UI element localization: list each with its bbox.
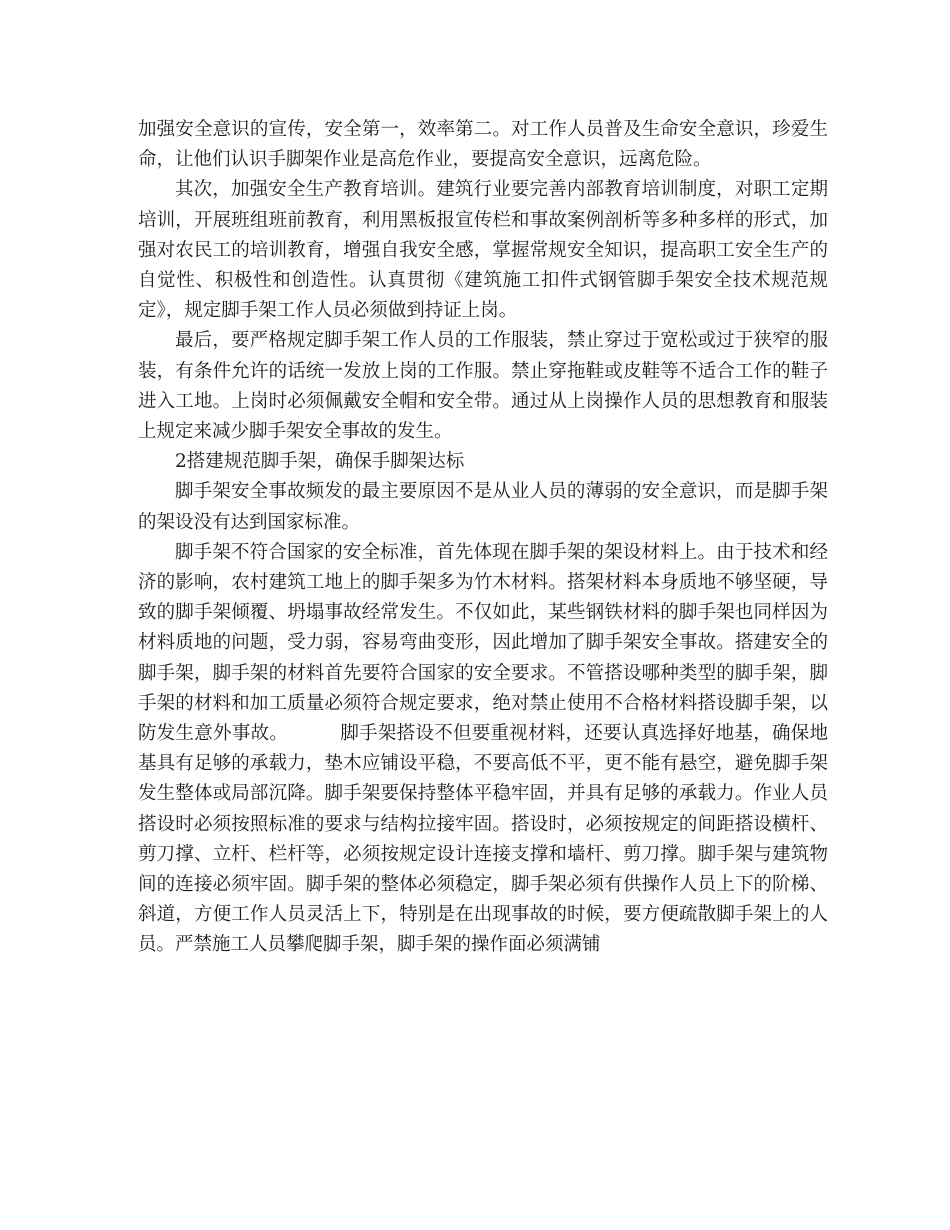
- paragraph-3: [138, 326, 828, 447]
- paragraph-text: 脚手架不符合国家的安全标准，首先体现在脚手架的架设材料上。由于技术和经济的影响，农村建筑工地上的脚手架多为竹木材料。搭架材料本身质地不够坚硬，导致的脚手架倾覆、坍塌事故经常发生。不仅如此，某些钢铁材料的脚手架也同样因为材料质地的问题，受力弱，容易弯曲变形，因此增加了脚手架安全事故。搭建安全的脚手架，脚手架的材料首先要符合国家的安全要求。不管搭设哪种类型的脚手架，脚手架的材料和加工质量必须符合规定要求，绝对禁止使用不合格材料搭设脚手架，以防发生意外事故。: [138, 541, 828, 745]
- paragraph-text: 脚手架安全事故频发的最主要原因不是从业人员的薄弱的安全意识，而是脚手架的架设没有达到国家标准。: [138, 481, 828, 533]
- section-heading: [138, 447, 828, 477]
- paragraph-6: [138, 538, 828, 961]
- document-body: [138, 115, 828, 961]
- paragraph-2: [138, 175, 828, 326]
- paragraph-text: 加强安全意识的宣传，安全第一，效率第二。对工作人员普及生命安全意识，珍爱生命，让他们认识手脚架作业是高危作业，要提高安全意识，远离危险。: [138, 119, 828, 171]
- paragraph-text: 其次，加强安全生产教育培训。建筑行业要完善内部教育培训制度，对职工定期培训，开展班组班前教育，利用黑板报宣传栏和事故案例剖析等多种多样的形式，加强对农民工的培训教育，增强自我安全感，掌握常规安全知识，提高职工安全生产的自觉性、积极性和创造性。认真贯彻《建筑施工扣件式钢管脚手架安全技术规范规定》，规定脚手架工作人员必须做到持证上岗。: [138, 179, 828, 322]
- paragraph-5: [138, 477, 828, 537]
- section-heading-text: 2搭建规范脚手架，确保手脚架达标: [175, 451, 465, 473]
- paragraph-text: 最后，要严格规定脚手架工作人员的工作服装，禁止穿过于宽松或过于狭窄的服装，有条件允许的话统一发放上岗的工作服。禁止穿拖鞋或皮鞋等不适合工作的鞋子进入工地。上岗时必须佩戴安全帽和安全带。通过从上岗操作人员的思想教育和服装上规定来减少脚手架安全事故的发生。: [138, 330, 828, 443]
- paragraph-1: [138, 115, 828, 175]
- paragraph-text: 脚手架搭设不但要重视材料，还要认真选择好地基，确保地基具有足够的承载力，垫木应铺设平稳，不要高低不平，更不能有悬空，避免脚手架发生整体或局部沉降。脚手架要保持整体平稳牢固，并具有足够的承载力。作业人员搭设时必须按照标准的要求与结构拉接牢固。搭设时，必须按规定的间距搭设横杆、剪刀撑、立杆、栏杆等，必须按规定设计连接支撑和墙杆、剪刀撑。脚手架与建筑物间的连接必须牢固。脚手架的整体必须稳定，脚手架必须有供操作人员上下的阶梯、斜道，方便工作人员灵活上下，特别是在出现事故的时候，要方便疏散脚手架上的人员。严禁施工人员攀爬脚手架，脚手架的操作面必须满铺: [138, 723, 828, 956]
